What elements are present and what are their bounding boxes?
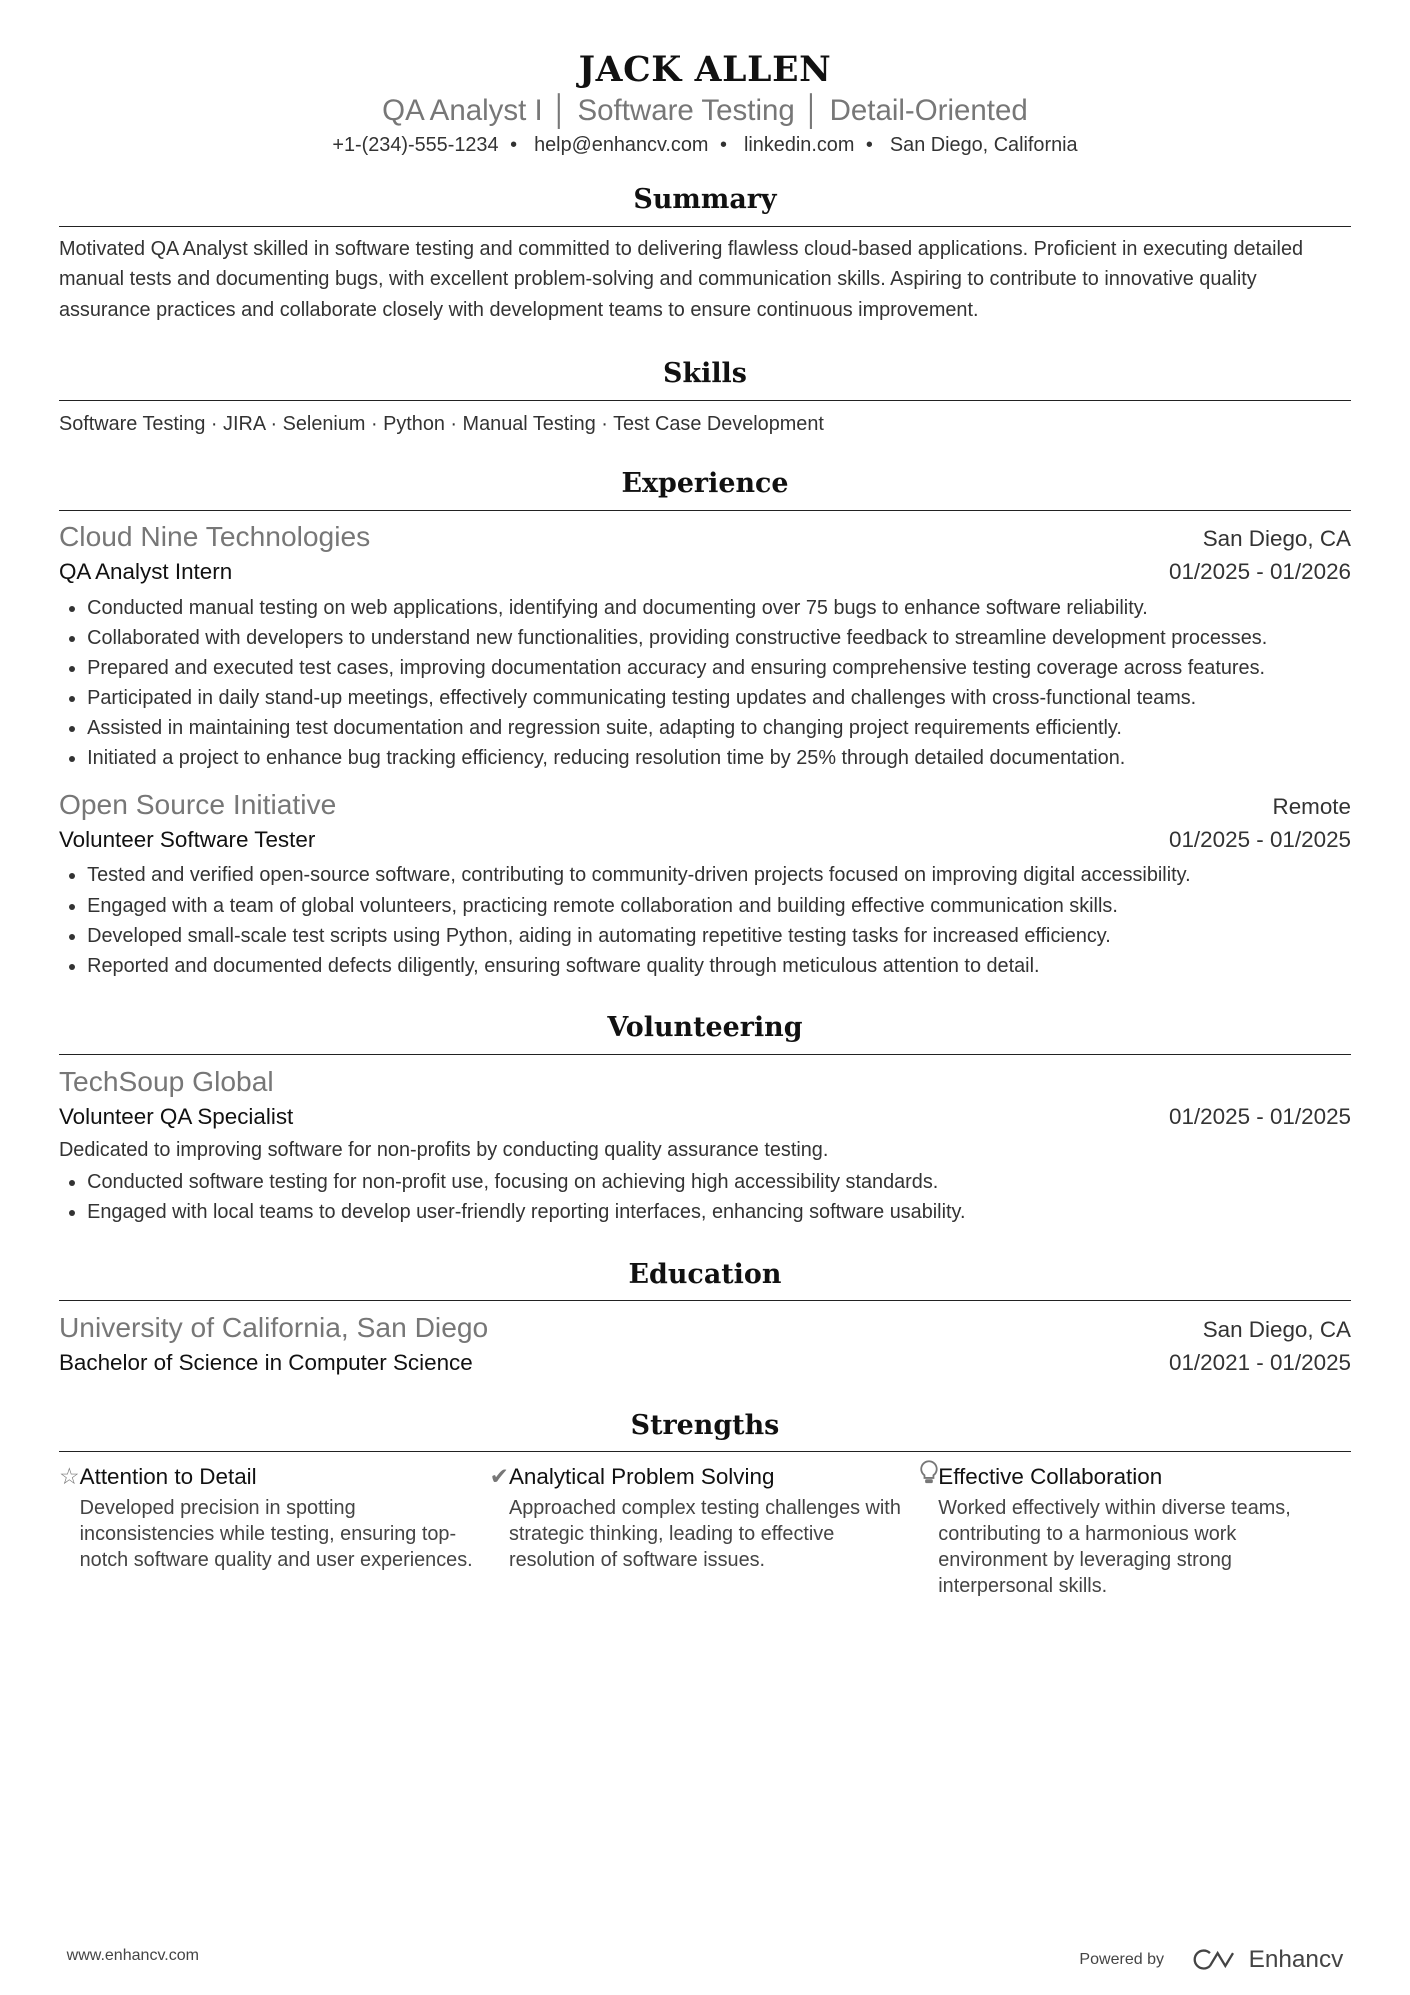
footer — [67, 1946, 1344, 1974]
contact-info: +1-(234)-555-1234 • help@enhancv.com • linkedin.com • San Diego, California — [332, 133, 1078, 156]
role: Volunteer Software Tester — [58, 827, 316, 853]
powered-by-label: Powered by — [1079, 1950, 1164, 1969]
bullet: • Initiated a project to enhance bug tracking efficiency, reducing resolution time by 25% through detailed documentation. — [87, 743, 1351, 773]
bullet: • Assisted in maintaining test documentation and regression suite, adapting to changing project requirements efficiently. — [87, 713, 1351, 743]
volunteering-heading: Volunteering — [59, 1009, 1351, 1055]
brand-name: Enhancv — [1248, 1945, 1344, 1973]
degree: Bachelor of Science in Computer Science — [58, 1350, 473, 1376]
headline: QA Analyst I │ Software Testing │ Detail-Oriented — [382, 94, 1028, 128]
experience-entry — [59, 518, 1351, 773]
summary-heading: Summary — [59, 181, 1351, 227]
bullet: • Conducted manual testing on web applications, identifying and documenting over 75 bugs to enhance software reliability. — [87, 593, 1351, 623]
bullet: • Participated in daily stand-up meetings, effectively communicating testing updates and challenges with cross-functional teams. — [87, 683, 1351, 713]
summary-text: Motivated QA Analyst skilled in software testing and committed to delivering flawless cloud-based applications. Proficient in executing detailed manual tests and documenting bugs, with excellent problem-solving and communication skills. Aspiring to contribute to innovative quality assurance practices and collaborate closely with development teams to ensure continuous improvement. — [58, 238, 1304, 321]
education-entry — [59, 1309, 1351, 1381]
star-icon: ☆ — [58, 1463, 80, 1490]
role: QA Analyst Intern — [58, 559, 233, 585]
dates: 01/2021 - 01/2025 — [1168, 1350, 1352, 1376]
strength-item — [490, 1460, 921, 1599]
organization: TechSoup Global — [58, 1064, 274, 1097]
skills-list: Software Testing · JIRA · Selenium · Python · Manual Testing · Test Case Development — [58, 412, 824, 435]
role: Volunteer QA Specialist — [58, 1103, 294, 1129]
volunteering-entry — [59, 1063, 1351, 1228]
strength-title: Effective Collaboration — [938, 1464, 1163, 1490]
company: Cloud Nine Technologies — [58, 520, 371, 553]
location: San Diego, CA — [1202, 526, 1352, 552]
bullet: • Developed small-scale test scripts using Python, aiding in automating repetitive testing tasks for increased efficiency. — [87, 921, 1351, 951]
description: Dedicated to improving software for non-profits by conducting quality assurance testing. — [58, 1138, 829, 1161]
strength-title: Analytical Problem Solving — [508, 1464, 775, 1490]
school: University of California, San Diego — [58, 1311, 489, 1344]
bullet: • Engaged with a team of global volunteers, practicing remote collaboration and building effective communication skills. — [87, 891, 1351, 921]
enhancv-logo-icon — [1192, 1948, 1238, 1971]
strengths-heading: Strengths — [59, 1407, 1351, 1453]
strength-title: Attention to Detail — [79, 1464, 257, 1490]
experience-heading: Experience — [59, 465, 1351, 511]
bullet: • Engaged with local teams to develop user-friendly reporting interfaces, enhancing software usability. — [87, 1197, 1351, 1227]
strength-item — [59, 1460, 490, 1599]
lightbulb-icon — [920, 1460, 938, 1599]
website-link[interactable]: www.enhancv.com — [66, 1945, 199, 1964]
dates: 01/2025 - 01/2026 — [1168, 559, 1352, 585]
strength-text: Approached complex testing challenges with strategic thinking, leading to effective resolution of software issues. — [508, 1496, 901, 1571]
phone: +1-(234)-555-1234 — [332, 133, 499, 156]
checkmark-icon: ✔ — [489, 1463, 509, 1490]
bullet: • Tested and verified open-source software, contributing to community-driven projects focused on improving digital accessibility. — [87, 860, 1351, 890]
location: Remote — [1272, 794, 1352, 820]
strengths-list — [59, 1460, 1351, 1599]
skills-heading: Skills — [59, 355, 1351, 401]
strength-text: Developed precision in spotting inconsistencies while testing, ensuring top-notch software quality and user experiences. — [79, 1496, 473, 1571]
company: Open Source Initiative — [58, 788, 337, 821]
dates: 01/2025 - 01/2025 — [1168, 827, 1352, 853]
education-heading: Education — [59, 1256, 1351, 1302]
experience-list — [59, 518, 1351, 981]
location: San Diego, CA — [1202, 1317, 1352, 1343]
bullet: • Conducted software testing for non-profit use, focusing on achieving high accessibility standards. — [87, 1167, 1351, 1197]
dates: 01/2025 - 01/2025 — [1168, 1103, 1352, 1129]
experience-entry — [59, 786, 1351, 981]
email[interactable]: help@enhancv.com — [534, 133, 709, 156]
candidate-name: JACK ALLEN — [578, 49, 832, 90]
location: San Diego, California — [889, 133, 1078, 156]
strength-item — [920, 1460, 1351, 1599]
bullet: • Reported and documented defects diligently, ensuring software quality through meticulous attention to detail. — [87, 951, 1351, 981]
powered-by — [1079, 1946, 1343, 1974]
bullet: • Prepared and executed test cases, improving documentation accuracy and ensuring comprehensive testing coverage across features. — [87, 653, 1351, 683]
strength-text: Worked effectively within diverse teams, contributing to a harmonious work environment by leveraging strong interpersonal skills. — [938, 1496, 1291, 1597]
linkedin[interactable]: linkedin.com — [743, 133, 855, 156]
bullet: • Collaborated with developers to understand new functionalities, providing constructive feedback to streamline development processes. — [87, 623, 1351, 653]
